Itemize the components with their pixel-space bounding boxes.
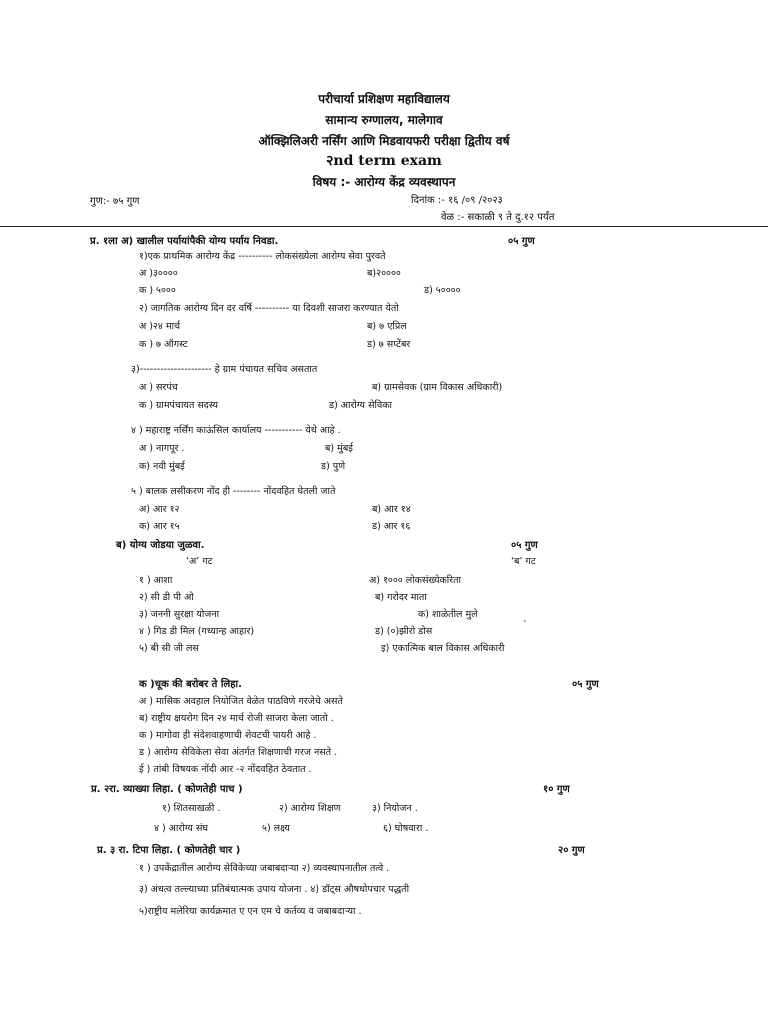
statement: ड ) आरोग्य सेविकेला सेवा अंतर्गत शिक्षणाची गरज नसते . <box>139 747 338 758</box>
subject-title: विषय :- आरोग्य केंद्र व्यवस्थापन <box>312 175 456 189</box>
group-a-label: ‘अ’ गट <box>186 556 213 567</box>
definition-item: २) आरोग्य शिक्षण <box>279 803 341 814</box>
statement: अ ) मासिक अवहाल नियोजित वेळेत पाठविणे गरजेचे असते <box>139 696 343 707</box>
question: १)एक प्राथमिक आरोग्य केंद्र ---------- लोकसंख्येला आरोग्य सेवा पुरवते <box>139 251 386 262</box>
option: अ )३०००० <box>139 268 178 279</box>
option: अ ) सरपंच <box>139 382 178 393</box>
note-item: ३) अंधत्व तल्ल्याच्या प्रतिबंधात्मक उपाय योजना . ४) डॉट्स औषधोपचार पद्धती <box>139 884 410 895</box>
match-right: अ) १००० लोकसंख्येकरिता <box>369 575 461 586</box>
q3-marks: २० गुण <box>558 845 585 856</box>
term-label: २nd term exam <box>326 153 442 169</box>
option: अ ) नागपूर . <box>139 443 185 454</box>
match-right: ड) (०)झीरो डोस <box>375 626 433 637</box>
q2-marks: १० गुण <box>543 784 570 795</box>
exam-title: ऑक्झिलिअरी नर्सिंग आणि मिडवायफरी परीक्षा द्वितीय वर्ष <box>258 134 510 148</box>
option: ड) ५०००० <box>424 285 461 296</box>
note-item: १ ) उपकेंद्रातील आरोग्य सेविकेच्या जबाबदाऱ्या २) व्यवस्थापनातील तत्वे . <box>139 863 390 874</box>
exam-date: दिनांक :- १६ /०९ /२०२३ <box>411 195 503 206</box>
definition-item: १) शितसाखळी . <box>162 803 221 814</box>
q1b-marks: ०५ गुण <box>511 540 538 551</box>
option: अ) आर १२ <box>139 504 180 515</box>
match-left: ४ ) गिड डी मिल (गध्यान्ह आहार) <box>139 626 255 637</box>
match-left: ३) जननी सुरक्षा योजना <box>139 609 220 620</box>
option: ब)२०००० <box>367 268 401 279</box>
option: ब) ७ एप्रिल <box>367 321 407 332</box>
q3-heading: प्र. ३ रा. टिपा लिहा. ( कोणतेही चार ) <box>97 845 241 856</box>
statement: ई ) तांबी विषयक नोंदी आर -२ नोंदवहित ठेवतात . <box>139 764 312 775</box>
match-left: १ ) आशा <box>139 575 173 586</box>
question: २) जागतिक आरोग्य दिन दर वर्षि ---------- या दिवशी साजरा करण्यात येतो <box>139 303 399 314</box>
statement: ब) राष्ट्रीय क्षयरोग दिन २४ मार्च रोजी साजरा केला जातो . <box>139 713 334 724</box>
match-left: ५) बी सी जी लस <box>139 643 199 654</box>
match-right: ब) गरोदर माता <box>375 592 427 603</box>
definition-item: ५) लक्ष्य <box>262 823 290 834</box>
match-right: इ) एकात्मिक बाल विकास अधिकारी <box>381 643 505 654</box>
statement: क ) मागोवा ही संदेशवाहणाची शेवटची पायरी आहे . <box>139 730 317 741</box>
definition-item: ३) नियोजन . <box>372 803 418 814</box>
exam-time: वेळ :- सकाळी ९ ते दु.१२ पर्यंत <box>441 212 555 223</box>
q1c-marks: ०५ गुण <box>572 679 599 690</box>
total-marks: गुण:- ७५ गुण <box>90 196 140 207</box>
match-left: २) सी डी पी ओ <box>139 592 194 603</box>
option: ड) ७ सप्टेंबर <box>367 339 411 350</box>
header-divider <box>0 226 768 227</box>
q1a-heading: प्र. १ला अ) खालील पर्यायांपैकी योग्य पर्याय निवडा. <box>90 236 279 247</box>
question: ३)--------------------- हे ग्राम पंचायत सचिव असतात <box>131 364 318 375</box>
option: क ) ग्रामपंचायत सदस्य <box>139 400 219 411</box>
hospital-name: सामान्य रुग्णालय, मालेगाव <box>325 113 443 127</box>
q1b-heading: ब) योग्य जोडया जुळवा. <box>116 540 205 551</box>
definition-item: ६) घोषवारा . <box>383 823 429 834</box>
tick-mark: ´ <box>522 620 527 631</box>
question: ५ ) बालक लसीकरण नोंद ही -------- नोंदवहित घेतली जाते <box>131 486 336 497</box>
option: ब) मुंबई <box>325 443 353 454</box>
option: क ) ७ ऑगस्ट <box>139 339 188 350</box>
option: ड) पुणे <box>321 461 346 472</box>
option: अ )२४ मार्च <box>139 321 181 332</box>
option: ड) आर १६ <box>372 521 411 532</box>
q2-heading: प्र. २रा. व्याख्या लिहा. ( कोणतेही पाच ) <box>91 784 243 795</box>
q1c-heading: क )चूक की बरोबर ते लिहा. <box>139 679 242 690</box>
match-right: क) शाळेतील मुले <box>418 609 478 620</box>
option: ब) आर १४ <box>372 504 411 515</box>
note-item: ५)राष्ट्रीय मलेरिया कार्यक्रमात ए एन एम चे कर्तव्य व जबाबदाऱ्या . <box>139 906 362 917</box>
option: क) नवी मुंबई <box>139 461 185 472</box>
definition-item: ४ ) आरोग्य संघ <box>154 823 208 834</box>
q1a-marks: ०५ गुण <box>508 236 535 247</box>
option: ब) ग्रामसेवक (ग्राम विकास अधिकारी) <box>372 382 503 393</box>
option: ड) आरोग्य सेविका <box>329 400 392 411</box>
group-b-label: ‘ब’ गट <box>511 556 536 567</box>
college-name: परीचार्या प्रशिक्षण महाविद्यालय <box>318 92 450 106</box>
question: ४ ) महाराष्ट्र नर्सिंग काऊंसिल कार्यालय ----------- येथे आहे . <box>131 425 341 436</box>
option: क) आर १५ <box>139 521 180 532</box>
option: क ) ५००० <box>139 285 176 296</box>
